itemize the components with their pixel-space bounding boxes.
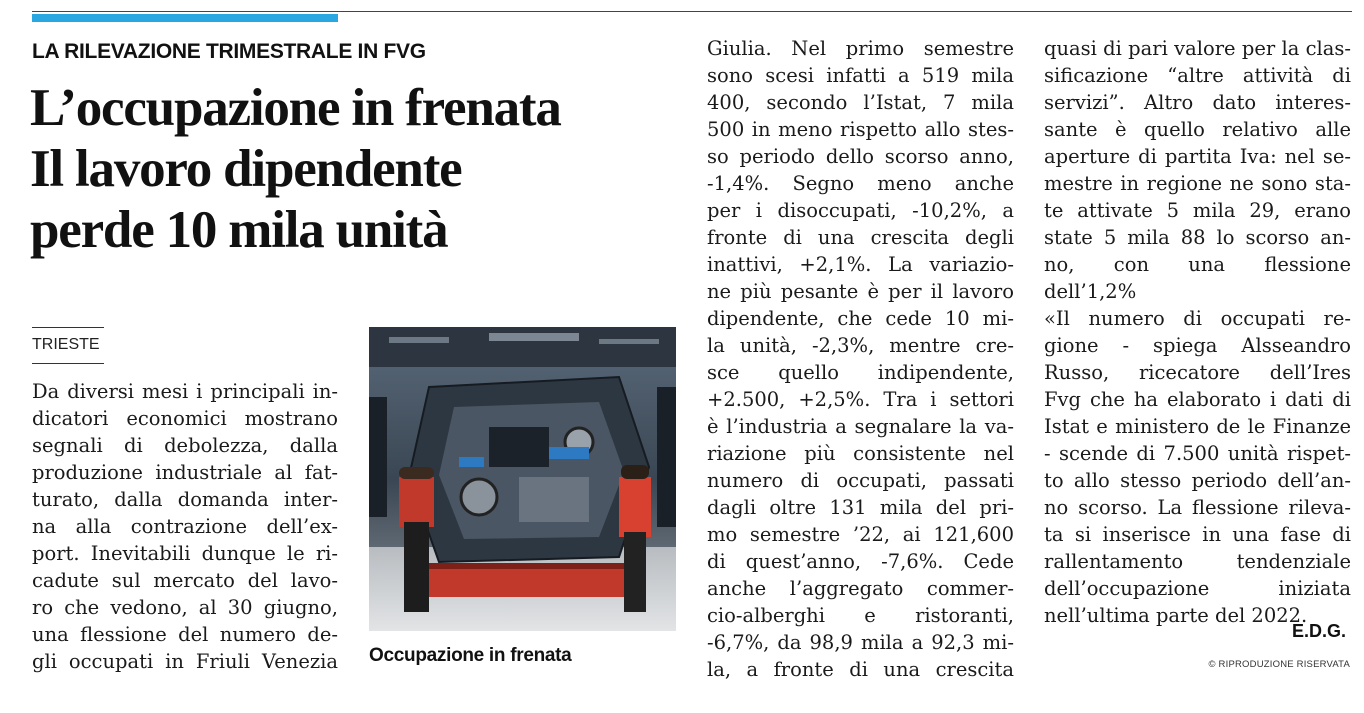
- column-2-line: dipendente, che cede 10 mi-: [707, 307, 1014, 330]
- column-3-line: to allo stesso periodo dell’an-: [1044, 469, 1351, 492]
- column-1-line: turato, dalla domanda inter-: [32, 488, 338, 511]
- column-3-line: «Il numero di occupati re-: [1044, 307, 1351, 330]
- column-2-line: ne più pesante è per il lavoro: [707, 280, 1014, 303]
- column-2-line: la unità, -2,3%, mentre cre-: [707, 334, 1014, 357]
- section-accent-bar: [32, 14, 338, 22]
- column-2-line: numero di occupati, passati: [707, 469, 1014, 492]
- headline-line-1: L’occupazione in frenata: [30, 79, 561, 137]
- column-2-line: 400, secondo l’Istat, 7 mila: [707, 91, 1014, 114]
- column-3-line: Fvg che ha elaborato i dati di: [1044, 388, 1351, 411]
- column-3-line: ta si inserisce in una fase di: [1044, 523, 1351, 546]
- column-2-line: è l’industria a segnalare la va-: [707, 415, 1014, 438]
- column-2-line: dagli oltre 131 mila del pri-: [707, 496, 1014, 519]
- column-1-line: Da diversi mesi i principali in-: [32, 380, 338, 403]
- headline-line-2: Il lavoro dipendente: [30, 140, 462, 198]
- column-3-line: dell’occupazione iniziata: [1044, 577, 1351, 600]
- column-2-line: mo semestre ’22, ai 121,600: [707, 523, 1014, 546]
- dateline-rule-top: [32, 327, 104, 328]
- column-3-line: gione - spiega Alsseandro: [1044, 334, 1351, 357]
- column-3-line: Russo, ricecatore dell’Ires: [1044, 361, 1351, 384]
- column-3-line: nell’ultima parte del 2022.: [1044, 604, 1308, 627]
- column-3-line: rallentamento tendenziale: [1044, 550, 1351, 573]
- copyright-notice: © RIPRODUZIONE RISERVATA: [1208, 659, 1350, 670]
- column-3-line: sante è quello relativo alle: [1044, 118, 1351, 141]
- column-2-line: -1,4%. Segno meno anche: [707, 172, 1014, 195]
- headline: [30, 78, 690, 261]
- column-1-line: produzione industriale al fat-: [32, 461, 338, 484]
- column-2-line: fronte di una crescita degli: [707, 226, 1014, 249]
- column-3-line: quasi di pari valore per la clas-: [1044, 37, 1351, 60]
- column-2-line: +2.500, +2,5%. Tra i settori: [707, 388, 1014, 411]
- column-2-line: di quest’anno, -7,6%. Cede: [707, 550, 1014, 573]
- column-1-line: na alla contrazione dell’ex-: [32, 515, 338, 538]
- column-3-line: Istat e ministero de le Finanze: [1044, 415, 1351, 438]
- column-1-line: gli occupati in Friuli Venezia: [32, 650, 338, 673]
- column-2-line: la, a fronte di una crescita: [707, 658, 1014, 681]
- column-3-line: no, con una flessione: [1044, 253, 1351, 276]
- dateline: TRIESTE: [32, 336, 100, 353]
- top-rule: [32, 11, 1352, 12]
- column-2-line: 500 in meno rispetto allo stes-: [707, 118, 1014, 141]
- column-2-line: inattivi, +2,1%. La variazio-: [707, 253, 1014, 276]
- column-2-line: cio-alberghi e ristoranti,: [707, 604, 1014, 627]
- kicker: LA RILEVAZIONE TRIMESTRALE IN FVG: [32, 40, 426, 63]
- column-3-line: aperture di partita Iva: nel se-: [1044, 145, 1351, 168]
- column-2-line: per i disoccupati, -10,2%, a: [707, 199, 1014, 222]
- column-3-line: no scorso. La flessione rileva-: [1044, 496, 1351, 519]
- column-2-line: riazione più consistente nel: [707, 442, 1014, 465]
- column-3-line: mestre in regione ne sono sta-: [1044, 172, 1351, 195]
- column-2-line: sono scesi infatti a 519 mila: [707, 64, 1014, 87]
- column-1-line: ro che vedono, al 30 giugno,: [32, 596, 338, 619]
- article-column-3: [1044, 35, 1351, 629]
- column-1-line: dicatori economici mostrano: [32, 407, 338, 430]
- column-2-line: so periodo dello scorso anno,: [707, 145, 1014, 168]
- article-column-2: [707, 35, 1014, 683]
- column-1-line: una flessione del numero de-: [32, 623, 338, 646]
- column-1-line: segnali di debolezza, dalla: [32, 434, 338, 457]
- column-3-line: servizi”. Altro dato interes-: [1044, 91, 1351, 114]
- column-3-line: state 5 mila 88 lo scorso an-: [1044, 226, 1351, 249]
- column-3-line: - scende di 7.500 unità rispet-: [1044, 442, 1351, 465]
- column-1-line: cadute sul mercato del lavo-: [32, 569, 338, 592]
- factory-photo: [369, 327, 676, 631]
- article-column-1: [32, 378, 338, 675]
- headline-line-3: perde 10 mila unità: [30, 201, 448, 259]
- column-3-line: dell’1,2%: [1044, 280, 1137, 303]
- column-1-line: port. Inevitabili dunque le ri-: [32, 542, 338, 565]
- dateline-rule-bottom: [32, 363, 104, 364]
- column-3-line: te attivate 5 mila 29, erano: [1044, 199, 1351, 222]
- photo-caption: Occupazione in frenata: [369, 645, 572, 666]
- column-2-line: sce quello indipendente,: [707, 361, 1014, 384]
- column-3-line: sificazione “altre attività di: [1044, 64, 1351, 87]
- author-signature: E.D.G.: [1291, 621, 1346, 641]
- column-2-line: anche l’aggregato commer-: [707, 577, 1014, 600]
- column-2-line: -6,7%, da 98,9 mila a 92,3 mi-: [707, 631, 1014, 654]
- column-2-line: Giulia. Nel primo semestre: [707, 37, 1014, 60]
